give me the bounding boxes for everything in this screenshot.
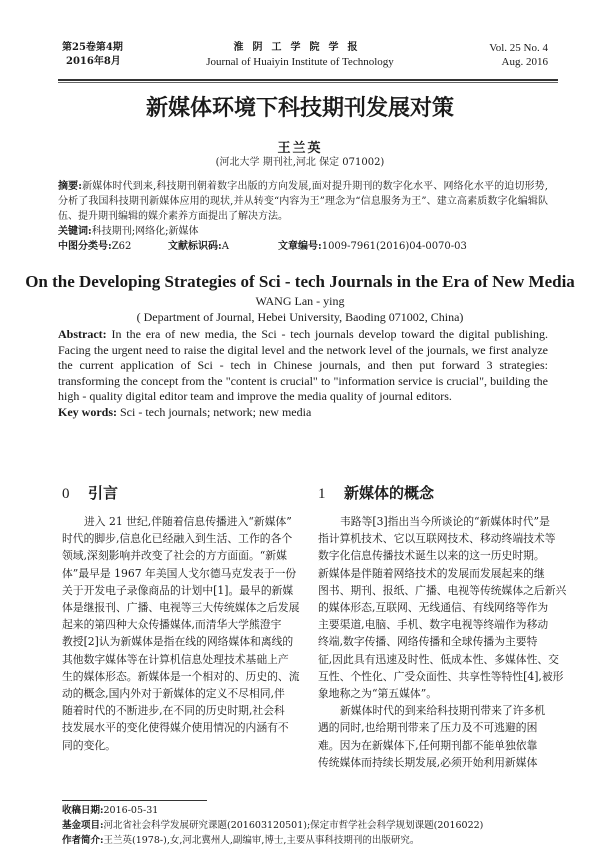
received-label: 收稿日期: bbox=[62, 805, 104, 816]
section-number: 1 bbox=[318, 486, 326, 502]
text-line: 其他数字媒体等在计算机信息处理技术基础上产 bbox=[62, 652, 289, 666]
text-line: 图书、期刊、报纸、广播、电视等传统媒体之后新兴 bbox=[318, 583, 567, 597]
text-line: 动的概念,国内外对于新媒体的定义不尽相同,伴 bbox=[62, 687, 285, 701]
text-line: 征,因此具有迅速及时性、低成本性、多媒体性、交 bbox=[318, 652, 559, 666]
classification-value: Z62 bbox=[111, 241, 132, 252]
left-column-text bbox=[62, 513, 302, 754]
affiliation-en: ( Department of Journal, Hebei University, Baoding 071002, China) bbox=[136, 310, 464, 324]
text-line: 技发展水平的变化使得媒介使用情况的内涵有不 bbox=[62, 721, 289, 735]
text-line: 体”最早是 1967 年美国人戈尔德马克发表于一份 bbox=[62, 566, 297, 580]
text-line: 互性、个性化、广受众面性、共享性等特性[4],被形 bbox=[318, 669, 564, 683]
footnotes bbox=[62, 803, 483, 848]
issue-info-en bbox=[489, 41, 548, 69]
keywords-cn-label: 关键词: bbox=[58, 226, 92, 237]
keywords-en bbox=[58, 405, 548, 421]
text-line: 教授[2]认为新媒体是指在线的网络媒体和离线的 bbox=[62, 635, 294, 649]
abstract-en-text: In the era of new media, the Sci - tech journals develop toward the digital publishing. Facing the urgent need to raise the digital level and the network level of the journals, we first analyze the current application of Sci - tech in Chinese journals, and then put forward 3 strategies: transforming the concept from the "content is crucial" to "information service is crucial", building the high - quality digital editor team and improve the media quality of journal editors. bbox=[58, 327, 549, 403]
author-en: WANG Lan - ying bbox=[255, 294, 345, 308]
received-text: 2016-05-31 bbox=[103, 805, 159, 816]
text-line: 新媒体时代的到来给科技期刊带来了许多机 bbox=[340, 704, 546, 718]
text-line: 主要渠道,电脑、手机、数字电视等终端作为移动 bbox=[318, 618, 549, 632]
text-line: 难。因为在新媒体下,任何期刊都不能单独依靠 bbox=[318, 738, 538, 752]
abstract-cn bbox=[58, 179, 548, 224]
affiliation: (河北大学 期刊社,河北 保定 071002) bbox=[215, 157, 385, 168]
text-line: 数字化信息传播技术诞生以来的这一历史时期。 bbox=[318, 549, 545, 563]
section-heading-concept bbox=[318, 482, 434, 503]
text-line: 新媒体是伴随着网络技术的发展而发展起来的继 bbox=[318, 566, 545, 580]
keywords-en-text: Sci - tech journals; network; new media bbox=[120, 404, 312, 419]
abstract-cn-label: 摘要: bbox=[58, 181, 82, 192]
date-en: Aug. 2016 bbox=[501, 56, 548, 68]
right-column-text bbox=[318, 513, 567, 771]
volume-cn: 第25卷第4期 bbox=[62, 42, 123, 53]
bio-text: 王兰英(1978-),女,河北冀州人,副编审,博士,主要从事科技期刊的出版研究。 bbox=[103, 835, 420, 846]
text-line: 指计算机技术、它以互联网技术、移动终端技术等 bbox=[318, 532, 556, 546]
fund-text: 河北省社会科学发展研究课题(201603120501);保定市哲学社会科学规划课题(2016022) bbox=[103, 820, 484, 831]
article-no bbox=[278, 239, 467, 254]
text-line: 同的变化。 bbox=[62, 738, 116, 752]
text-line: 生的媒体形态。新媒体是一个相对的、历史的、流 bbox=[62, 669, 300, 683]
abstract-en bbox=[58, 327, 548, 405]
abstract-cn-block bbox=[58, 179, 548, 254]
classification bbox=[58, 239, 168, 254]
footnote-rule bbox=[62, 800, 207, 801]
fund-label: 基金项目: bbox=[62, 820, 104, 831]
volume-en: Vol. 25 No. 4 bbox=[489, 42, 548, 54]
keywords-en-label: Key words: bbox=[58, 404, 117, 419]
keywords-cn bbox=[58, 224, 548, 239]
text-line: 起来的第四种大众传播媒体,而清华大学熊澄宇 bbox=[62, 618, 282, 632]
paper-title: 新媒体环境下科技期刊发展对策 bbox=[145, 95, 454, 121]
author: 王兰英 bbox=[277, 141, 323, 156]
meta-info bbox=[58, 224, 548, 254]
abstract-en-label: Abstract: bbox=[58, 327, 107, 341]
keywords-cn-text: 科技期刊;网络化;新媒体 bbox=[91, 226, 199, 237]
date-cn: 2016年8月 bbox=[66, 56, 121, 67]
header-rule bbox=[58, 79, 558, 83]
doc-code-value: A bbox=[221, 241, 229, 252]
issue-info-cn bbox=[62, 41, 123, 69]
text-line: 终端,数字传播、网络传播和全球传播为主要特 bbox=[318, 635, 538, 649]
classification-row bbox=[58, 239, 548, 254]
text-line: 关于开发电子录像商品的计划中[1]。最早的新媒 bbox=[62, 583, 294, 597]
journal-name-cn: 淮阴工学院学报 bbox=[233, 42, 367, 53]
text-line: 时代的脚步,信息化已经融入到生活、工作的各个 bbox=[62, 532, 293, 546]
section-title: 引言 bbox=[88, 484, 119, 502]
bio-label: 作者简介: bbox=[62, 835, 104, 846]
doc-code bbox=[168, 239, 278, 254]
text-line: 进入 21 世纪,伴随着信息传播进入“新媒体” bbox=[84, 515, 292, 528]
section-title: 新媒体的概念 bbox=[344, 484, 435, 502]
article-no-value: 1009-7961(2016)04-0070-03 bbox=[321, 241, 467, 252]
journal-name-en: Journal of Huaiyin Institute of Technology bbox=[206, 56, 394, 68]
text-line: 体是继报刊、广播、电视等三大传统媒体之后发展 bbox=[62, 601, 300, 615]
author-bio bbox=[62, 833, 483, 848]
classification-label: 中图分类号: bbox=[58, 241, 112, 252]
abstract-en-block bbox=[58, 327, 548, 420]
fund-project bbox=[62, 818, 483, 833]
paper-title-en: On the Developing Strategies of Sci - tech Journals in the Era of New Media bbox=[25, 272, 575, 291]
text-line: 领域,深刻影响并改变了社会的方方面面。“新媒 bbox=[62, 549, 287, 563]
text-line: 随着时代的不断进步,在不同的历史时期,社会科 bbox=[62, 704, 285, 718]
text-line: 遇的同时,也给期刊带来了压力及不可逃避的困 bbox=[318, 721, 538, 735]
journal-name bbox=[150, 41, 450, 69]
article-no-label: 文章编号: bbox=[278, 241, 322, 252]
text-line: 韦路等[3]指出当今所谈论的“新媒体时代”是 bbox=[340, 515, 550, 528]
doc-code-label: 文献标识码: bbox=[168, 241, 222, 252]
received-date bbox=[62, 803, 483, 818]
text-line: 传统媒体而持续长期发展,必须开始利用新媒体 bbox=[318, 755, 538, 769]
text-line: 的媒体形态,互联网、无线通信、有线网络等作为 bbox=[318, 601, 549, 615]
section-heading-intro bbox=[62, 482, 118, 503]
abstract-cn-text: 新媒体时代到来,科技期刊朝着数字出版的方向发展,面对提升期刊的数字化水平、网络化水平的迫切形势,分析了我国科技期刊新媒体应用的现状,并从转变“内容为王”理念为“信息服务为王”、建立高素质数字化编辑队伍、提升期刊编辑的媒介素养方面提出了解决方法。 bbox=[58, 181, 548, 222]
section-number: 0 bbox=[62, 486, 70, 502]
text-line: 象地称之为“第五媒体”。 bbox=[318, 687, 438, 701]
